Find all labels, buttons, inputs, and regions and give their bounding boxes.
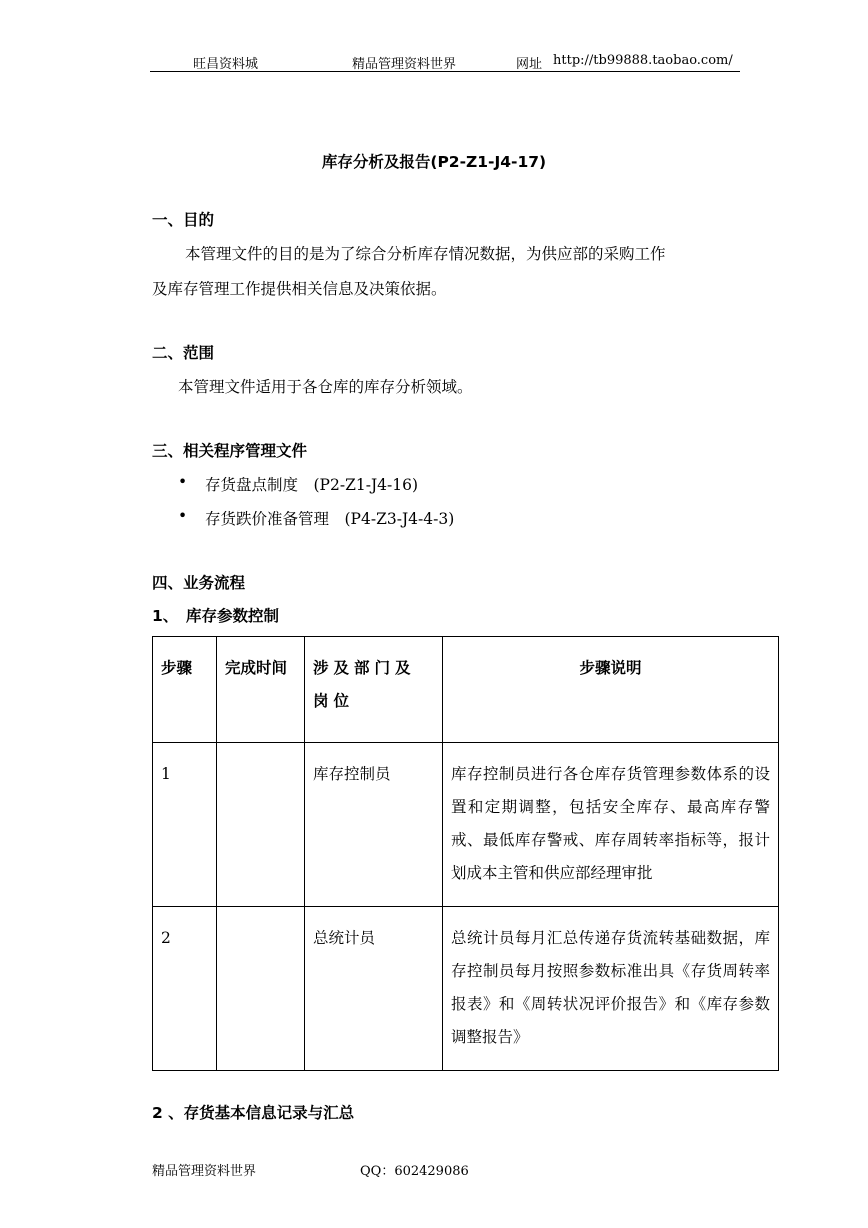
cell-description: 库存控制员进行各仓库存货管理参数体系的设置和定期调整，包括安全库存、最高库存警戒、最低库存警戒、库存周转率指标等，报计划成本主管和供应部经理审批 [443,743,779,907]
section-scope-heading: 二、范围 [152,344,215,362]
header-step-description: 步骤说明 [443,637,779,743]
header-url: http://tb99888.taobao.com/ [553,53,733,68]
subsection-inventory-records: 2 、存货基本信息记录与汇总 [152,1104,355,1122]
cell-step: 2 [153,907,217,1071]
related-doc-text: 存货跌价准备管理 (P4-Z3-J4-4-3) [205,510,455,528]
section-purpose-line-1: 本管理文件的目的是为了综合分析库存情况数据，为供应部的采购工作 [185,245,666,263]
footer-site-name: 精品管理资料世界 [152,1164,257,1179]
cell-department: 库存控制员 [305,743,443,907]
cell-description: 总统计员每月汇总传递存货流转基础数据，库存控制员每月按照参数标准出具《存货周转率报表》和《周转状况评价报告》和《库存参数调整报告》 [443,907,779,1071]
table-header-row [153,637,779,743]
document-title: 库存分析及报告(P2-Z1-J4-17) [321,153,547,171]
section-related-docs-heading: 三、相关程序管理文件 [152,442,308,460]
cell-time [217,743,305,907]
section-purpose-heading: 一、目的 [152,211,215,229]
section-process-heading: 四、业务流程 [152,574,246,592]
footer-qq: QQ：602429086 [360,1164,469,1179]
header-url-label: 网址 [516,57,543,72]
subsection-inventory-params: 1、 库存参数控制 [152,607,280,625]
header-divider [150,71,740,72]
related-doc-text: 存货盘点制度 (P2-Z1-J4-16) [205,476,419,494]
bullet-dot: • [178,507,188,525]
bullet-dot: • [178,473,188,491]
table-row [153,743,779,907]
related-doc-item [178,507,455,529]
section-purpose-line-2: 及库存管理工作提供相关信息及决策依据。 [152,280,447,298]
cell-department: 总统计员 [305,907,443,1071]
header-completion-time: 完成时间 [217,637,305,743]
cell-step: 1 [153,743,217,907]
related-doc-item [178,473,419,495]
section-scope-text: 本管理文件适用于各仓库的库存分析领域。 [178,378,473,396]
cell-time [217,907,305,1071]
table-row [153,907,779,1071]
header-center-title: 精品管理资料世界 [352,57,457,72]
header-site-name: 旺昌资料城 [193,57,259,72]
header-step: 步骤 [153,637,217,743]
header-department: 涉及部门及岗位 [305,637,443,743]
process-table [152,636,779,1071]
